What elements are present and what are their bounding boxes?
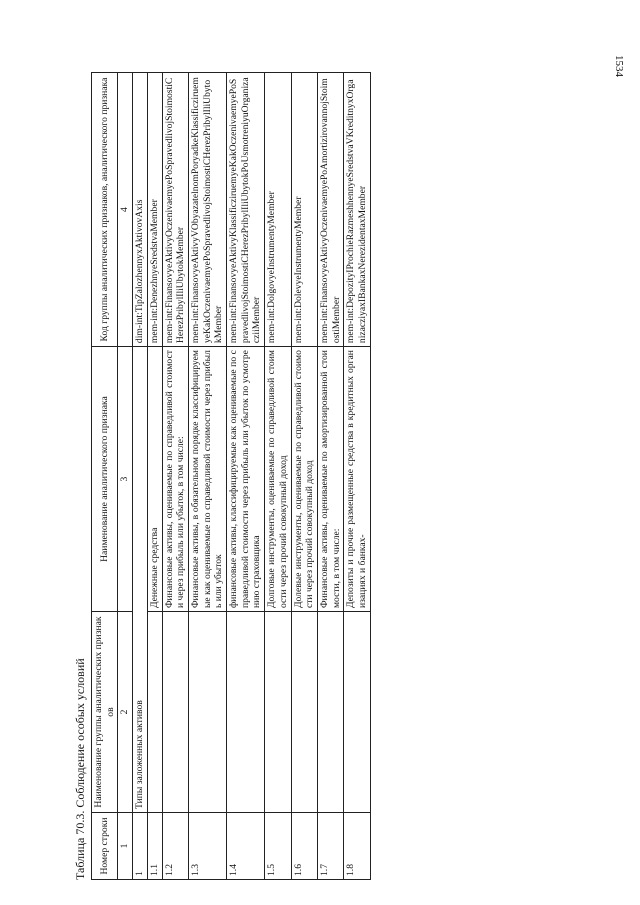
row-name: Финансовые активы, оцениваемые по справедливой стоимости через прибыль или убыток, в том числе: [162,347,188,612]
row-number: 1.8 [344,813,370,880]
table-row [344,73,370,880]
row-code: mem-int:DepozityIProchieRazmeshhennyeSredstvaVKreditnyxOrganizacziyaxIBankaxNerezidentaxMember [344,73,370,347]
row-group-cell [344,612,370,813]
column-number: 3 [118,347,133,612]
group-name: Типы заложенных активов [133,347,148,813]
row-code: mem-int:FinansovyeAktivyOczenivaemyePoAmortizirovannojStoimostiMember [317,73,343,347]
row-group-cell [291,612,317,813]
header-row-number: Номер строки [92,813,118,880]
row-group-cell [147,612,162,813]
header-feature-name: Наименование аналитического признака [92,347,118,612]
section-row [133,73,148,880]
column-number: 1 [118,813,133,880]
row-number: 1.4 [227,813,265,880]
row-group-cell [162,612,188,813]
row-number: 1 [133,813,148,880]
column-number-row [118,73,133,880]
row-group-cell [188,612,226,813]
conditions-table [91,72,371,880]
row-name: Денежные средства [147,347,162,612]
row-code: mem-int:DolevyeInstrumentyMember [291,73,317,347]
row-name: Долевые инструменты, оцениваемые по справедливой стоимости через прочий совокупный доход [291,347,317,612]
row-code: dim-int:TipZalozhennyxAktivovAxis [133,73,148,347]
row-number: 1.1 [147,813,162,880]
row-code: mem-int:FinansovyeAktivyKlassificziruemyeKakOczenivaemyePoSpravedlivojStoimostiCHerezPribylIliUbytokPoUsmotreniyuOrganizacziiMember [227,73,265,347]
row-name: Долговые инструменты, оцениваемые по справедливой стоимости через прочий совокупный доход [265,347,291,612]
table-row [162,73,188,880]
row-number: 1.5 [265,813,291,880]
row-number: 1.7 [317,813,343,880]
table-row [188,73,226,880]
row-code: mem-int:DenezhnyeSredstvaMember [147,73,162,347]
table-row [227,73,265,880]
row-code: mem-int:FinansovyeAktivyVObyazatelnomPoryadkeKlassificziruemyeKakOczenivaemyePoSpravedlivojStoimostiCHerezPribylIliUbytokMember [188,73,226,347]
header-group-name: Наименование группы аналитических признаков [92,612,118,813]
page-number: 1534 [613,55,625,77]
row-name: Финансовые активы, оцениваемые по амортизированной стоимости, в том числе: [317,347,343,612]
row-code: mem-int:FinansovyeAktivyOczenivaemyePoSpravedlivojStoimostiCHerezPribylIliUbytokMember [162,73,188,347]
table-row [147,73,162,880]
table-row [291,73,317,880]
table-caption: Таблица 70.3. Соблюдение особых условий [73,658,87,880]
row-number: 1.6 [291,813,317,880]
column-number: 4 [118,73,133,347]
column-number: 2 [118,612,133,813]
header-row [92,73,118,880]
row-code: mem-int:DolgovyeInstrumentyMember [265,73,291,347]
table-row [317,73,343,880]
row-name: Депозиты и прочие размещенные средства в кредитных организациях и банках- [344,347,370,612]
row-name: финансовые активы, классифицируемые как оцениваемые по справедливой стоимости через прибыль или убыток по усмотрению страховщика [227,347,265,612]
row-number: 1.2 [162,813,188,880]
row-group-cell [227,612,265,813]
header-code: Код группы аналитических признаков, аналитического признака [92,73,118,347]
table-row [265,73,291,880]
rotated-page [72,0,632,880]
row-name: Финансовые активы, в обязательном порядке классифицируемые как оцениваемые по справедливой стоимости через прибыль или убыток [188,347,226,612]
row-number: 1.3 [188,813,226,880]
row-group-cell [265,612,291,813]
row-group-cell [317,612,343,813]
